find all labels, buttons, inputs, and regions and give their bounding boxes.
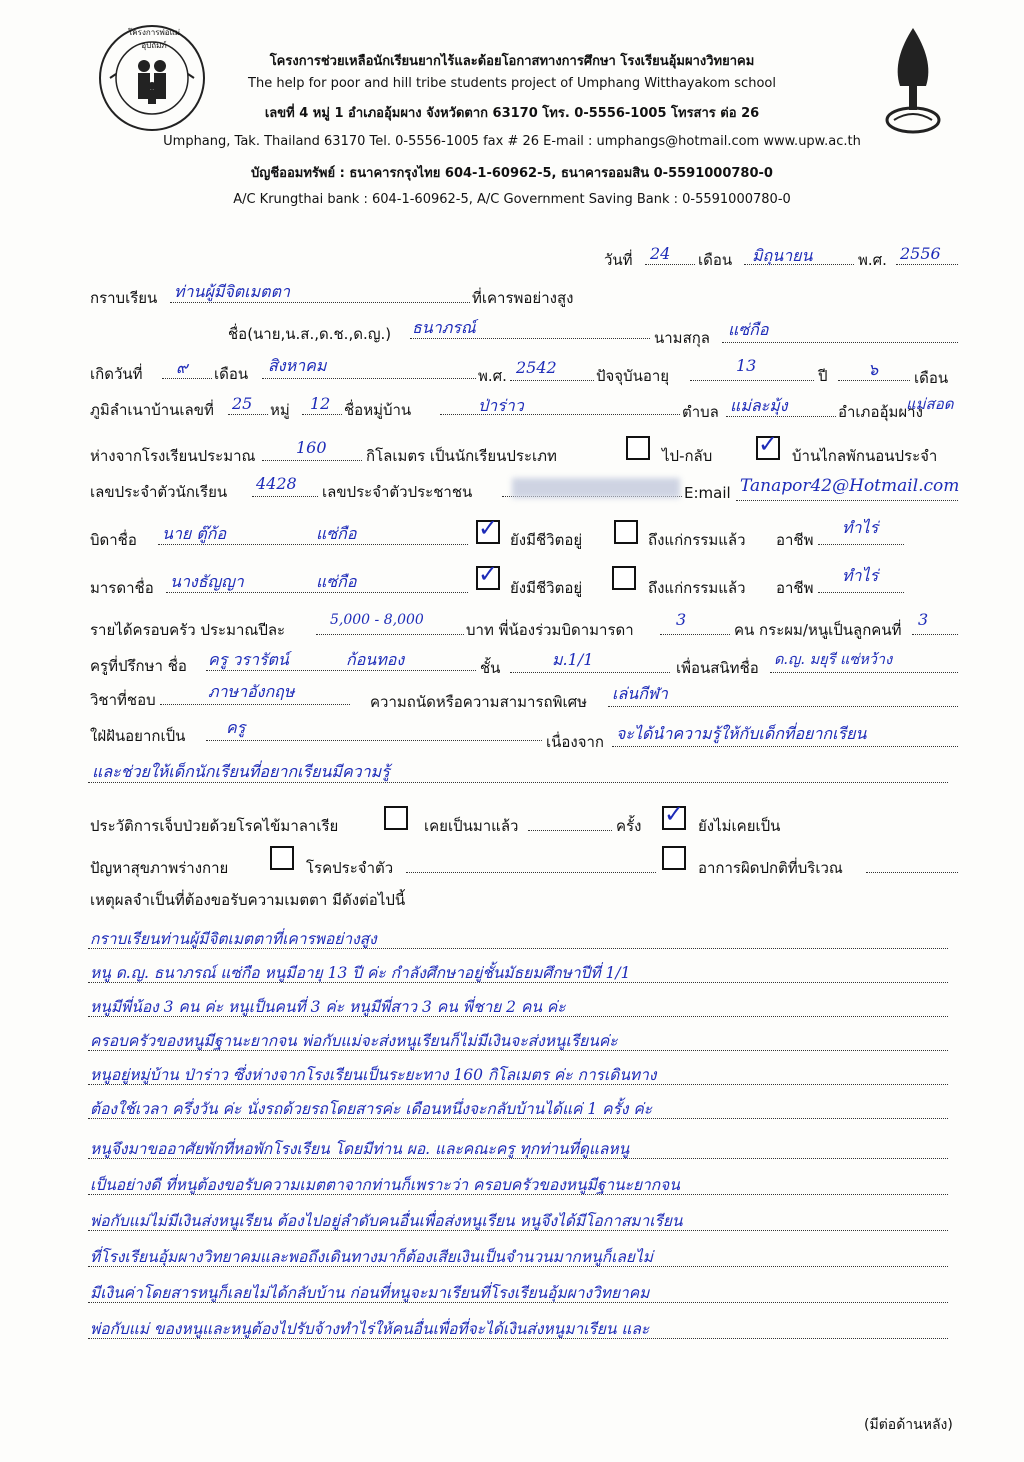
malaria-times-line [528, 830, 612, 831]
tambon-label: ตำบล [682, 403, 719, 421]
chronic-disease-label: โรคประจำตัว [306, 859, 394, 877]
father-job-label: อาชีพ [776, 531, 814, 549]
date-month-label: เดือน [698, 251, 733, 269]
house-no: 25 [232, 394, 253, 413]
citizen-id-redacted [512, 478, 680, 498]
date-year-line [896, 264, 958, 265]
abnormality-label: อาการผิดปกติที่บริเวณ [698, 859, 843, 877]
chronic-disease-line [406, 872, 656, 873]
father-name: นาย ตู๊ก้อ [162, 524, 227, 543]
commute-label: ไป-กลับ [662, 447, 713, 465]
reason-line: หนูจึงมาขออาศัยพักที่หอพักโรงเรียน โดยมีท่าน ผอ. และคณะครู ทุกท่านที่ดูแลหนู [90, 1140, 630, 1158]
mother-name: นางธัญญา [170, 572, 244, 591]
header-line-3: เลขที่ 4 หมู่ 1 อำเภออุ้มผาง จังหวัดตาก 63170 โทร. 0-5556-1005 โทรสาร ต่อ 26 [264, 106, 760, 121]
reason-line: มีเงินค่าโดยสารหนูก็เลยไม่ได้กลับบ้าน ก่อนที่หนูจะมาเรียนที่โรงเรียนอุ้มผางวิทยาคม [90, 1284, 650, 1302]
greeting-label: กราบเรียน [90, 289, 158, 307]
reason-line: ครอบครัวของหนูมีฐานะยากจน พ่อกับแม่จะส่งหนูเรียนก็ไม่มีเงินจะส่งหนูเรียนค่ะ [90, 1032, 618, 1050]
name-value: ธนาภรณ์ [412, 318, 476, 337]
talent-value: เล่นกีฬา [612, 684, 668, 703]
income-line [316, 634, 464, 635]
header-line-2: The help for poor and hill tribe students project of Umphang Witthayakom school [248, 76, 776, 91]
order-line [912, 634, 958, 635]
distance-line [262, 460, 362, 461]
surname-label: นามสกุล [654, 329, 710, 347]
mother-surname: แซ่กือ [316, 572, 357, 591]
amphoe-label: อำเภออุ้มผาง [838, 403, 923, 421]
surname-value: แซ่กือ [728, 320, 769, 339]
order-value: 3 [918, 610, 929, 629]
abnormality-checkbox[interactable] [662, 846, 686, 870]
friend-line [770, 672, 958, 673]
teacher-label: ครูที่ปรึกษา ชื่อ [90, 657, 187, 675]
reason-line: หนู ด.ญ. ธนาภรณ์ แซ่กือ หนูมีอายุ 13 ปี ค่ะ กำลังศึกษาอยู่ชั้นมัธยมศึกษาปีที่ 1/1 [90, 964, 631, 982]
malaria-times-label: ครั้ง [616, 817, 642, 835]
mother-label: มารดาชื่อ [90, 579, 154, 597]
dream-label: ใฝ่ฝันอยากเป็น [90, 727, 186, 745]
subject-value: ภาษาอังกฤษ [208, 682, 295, 701]
mother-alive-label: ยังมีชีวิตอยู่ [510, 579, 583, 597]
friend-label: เพื่อนสนิทชื่อ [676, 659, 759, 677]
mother-job: ทำไร่ [842, 566, 879, 585]
income-value: 5,000 - 8,000 [330, 612, 424, 628]
age-label: ปัจจุบันอายุ [596, 367, 670, 385]
date-month: มิถุนายน [752, 246, 813, 265]
mother-job-label: อาชีพ [776, 579, 814, 597]
boarding-check-icon: ✓ [758, 430, 779, 458]
reason-line: กราบเรียนท่านผู้มีจิตเมตตาที่เคารพอย่างสูง [90, 930, 377, 948]
citizen-id-label: เลขประจำตัวประชาชน [322, 483, 473, 501]
house-no-line [228, 414, 268, 415]
age-months: ๖ [868, 360, 879, 379]
reason-line: หนูมีพี่น้อง 3 คน ค่ะ หนูเป็นคนที่ 3 ค่ะ หนูมีพี่สาว 3 คน พี่ชาย 2 คน ค่ะ [90, 998, 566, 1016]
father-job: ทำไร่ [842, 518, 879, 537]
mother-alive-check-icon: ✓ [478, 560, 499, 588]
subject-label: วิชาที่ชอบ [90, 691, 156, 709]
village-label: ชื่อหมู่บ้าน [344, 401, 412, 419]
reason-label: เหตุผลจำเป็นที่ต้องขอรับความเมตตา มีดังต่อไปนี้ [90, 891, 406, 909]
father-surname: แซ่กือ [316, 524, 357, 543]
name-label: ชื่อ(นาย,น.ส.,ด.ช.,ด.ญ.) [228, 325, 392, 343]
reason-line: เป็นอย่างดี ที่หนูต้องขอรับความเมตตาจากท่านก็เพราะว่า ครอบครัวของหนูมีฐานะยากจน [90, 1176, 680, 1194]
greeting-value: ท่านผู้มีจิตเมตตา [174, 282, 290, 301]
student-id-label: เลขประจำตัวนักเรียน [90, 483, 228, 501]
teacher-surname: ก้อนทอง [346, 650, 405, 669]
siblings-line [660, 634, 730, 635]
email-value: Tanapor42@Hotmail.com [740, 476, 960, 496]
student-id-line [252, 496, 318, 497]
teacher-name: ครู วรารัตน์ [208, 650, 289, 669]
date-year: 2556 [900, 244, 941, 263]
email-line [736, 500, 958, 501]
email-label: E:mail [684, 484, 731, 502]
birth-month: สิงหาคม [268, 356, 327, 375]
boarding-label: บ้านไกลพักนอนประจำ [792, 447, 938, 465]
malaria-had-label: เคยเป็นมาแล้ว [424, 817, 519, 835]
reason-line: ต้องใช้เวลา ครึ่งวัน ค่ะ นั่งรถด้วยรถโดยสารค่ะ เดือนหนึ่งจะกลับบ้านได้แค่ 1 ครั้ง ค่ะ [90, 1100, 653, 1118]
logo-text: โครงการพ่อแม่อุปถัมภ์ [128, 28, 180, 50]
birth-year: 2542 [516, 358, 557, 377]
moo-value: 12 [310, 394, 331, 413]
health-label: ปัญหาสุขภาพร่างกาย [90, 859, 229, 877]
friend-value: ด.ญ. มยุรี แซ่หว้าง [774, 652, 893, 668]
distance-value: 160 [296, 438, 327, 457]
birth-month-label: เดือน [214, 365, 249, 383]
father-job-line [818, 544, 904, 545]
header-line-1: โครงการช่วยเหลือนักเรียนยากไร้และด้อยโอกาสทางการศึกษา โรงเรียนอุ้มผางวิทยาคม [269, 54, 755, 69]
father-alive-check-icon: ✓ [478, 514, 499, 542]
malaria-never-check-icon: ✓ [664, 800, 685, 828]
malaria-had-checkbox[interactable] [384, 806, 408, 830]
mother-dead-label: ถึงแก่กรรมแล้ว [648, 579, 746, 597]
birth-year-label: พ.ศ. [478, 367, 507, 385]
income-order-label: คน กระผม/หนูเป็นลูกคนที่ [734, 621, 902, 639]
years-label: ปี [818, 367, 828, 385]
amphoe-value: แม่สอด [906, 395, 954, 413]
birth-day: ๙ [176, 358, 188, 377]
header-line-5: บัญชีออมทรัพย์ : ธนาคารกรุงไทย 604-1-60962-5, ธนาคารออมสิน 0-5591000780-0 [251, 166, 773, 181]
father-label: บิดาชื่อ [90, 531, 137, 549]
reason-line: ที่โรงเรียนอุ้มผางวิทยาคมและพอถึงเดินทางมาก็ต้องเสียเงินเป็นจำนวนมากหนูก็เลยไม่ [90, 1248, 654, 1266]
date-day: 24 [650, 244, 671, 263]
student-id: 4428 [256, 474, 297, 493]
malaria-never-label: ยังไม่เคยเป็น [698, 817, 781, 835]
siblings-value: 3 [676, 610, 687, 629]
hometown-label: ภูมิลำเนาบ้านเลขที่ [90, 401, 214, 419]
father-dead-label: ถึงแก่กรรมแล้ว [648, 531, 746, 549]
malaria-label: ประวัติการเจ็บป่วยด้วยโรคไข้มาลาเรีย [90, 817, 339, 835]
reason-line: พ่อกับแม่ ของหนูและหนูต้องไปรับจ้างทำไร่ให้คนอื่นเพื่อที่จะได้เงินส่งหนูมาเรียน และ [90, 1320, 650, 1338]
chronic-disease-checkbox[interactable] [270, 846, 294, 870]
because-label: เนื่องจาก [546, 733, 605, 751]
dream-line [206, 740, 542, 741]
income-label: รายได้ครอบครัว ประมาณปีละ [90, 621, 286, 639]
distance-unit: กิโลเมตร เป็นนักเรียนประเภท [366, 447, 557, 465]
months-label: เดือน [914, 369, 949, 387]
because-value: จะได้นำความรู้ให้กับเด็กที่อยากเรียน [616, 724, 867, 743]
birth-label: เกิดวันที่ [90, 365, 143, 383]
moo-label: หมู่ [270, 401, 290, 419]
date-day-label: วันที่ [604, 251, 633, 269]
village-value: ป่าร่าว [478, 396, 524, 415]
date-year-label: พ.ศ. [858, 251, 887, 269]
age-years: 13 [736, 356, 757, 375]
commute-checkbox[interactable] [626, 436, 650, 460]
greeting-suffix: ที่เคารพอย่างสูง [472, 289, 574, 307]
moo-line [302, 414, 342, 415]
mother-job-line [818, 592, 904, 593]
header-line-6: A/C Krungthai bank : 604-1-60962-5, A/C Government Saving Bank : 0-5591000780-0 [233, 192, 791, 207]
reason-line: พ่อกับแม่ไม่มีเงินส่งหนูเรียน ต้องไปอยู่ลำดับคนอื่นเพื่อส่งหนูเรียน หนูจึงได้มีโอกาสมาเรียน [90, 1212, 683, 1230]
class-label: ชั้น [480, 659, 501, 677]
talent-label: ความถนัดหรือความสามารถพิเศษ [370, 693, 588, 711]
distance-label: ห่างจากโรงเรียนประมาณ [90, 447, 256, 465]
because-value-2: และช่วยให้เด็กนักเรียนที่อยากเรียนมีความรู้ [92, 762, 390, 781]
tambon-value: แม่ละมุ้ง [730, 396, 788, 415]
continued-note: (มีต่อด้านหลัง) [864, 1417, 953, 1433]
abnormality-line [866, 872, 958, 873]
father-alive-label: ยังมีชีวิตอยู่ [510, 531, 583, 549]
class-value: ม.1/1 [552, 650, 594, 669]
reason-line: หนูอยู่หมู่บ้าน ป่าร่าว ซึ่งห่างจากโรงเรียนเป็นระยะทาง 160 กิโลเมตร ค่ะ การเดินทาง [90, 1066, 657, 1084]
date-day-line [645, 264, 695, 265]
birth-year-line [510, 380, 594, 381]
dream-value: ครู [226, 718, 246, 737]
mother-dead-checkbox[interactable] [612, 566, 636, 590]
village-line [440, 414, 680, 415]
header-line-4: Umphang, Tak. Thailand 63170 Tel. 0-5556-1005 fax # 26 E-mail : umphangs@hotmail.com www.upw.ac.th [163, 134, 861, 149]
income-baht-label: บาท พี่น้องร่วมบิดามารดา [466, 621, 634, 639]
father-dead-checkbox[interactable] [614, 520, 638, 544]
age-years-line [690, 380, 814, 381]
